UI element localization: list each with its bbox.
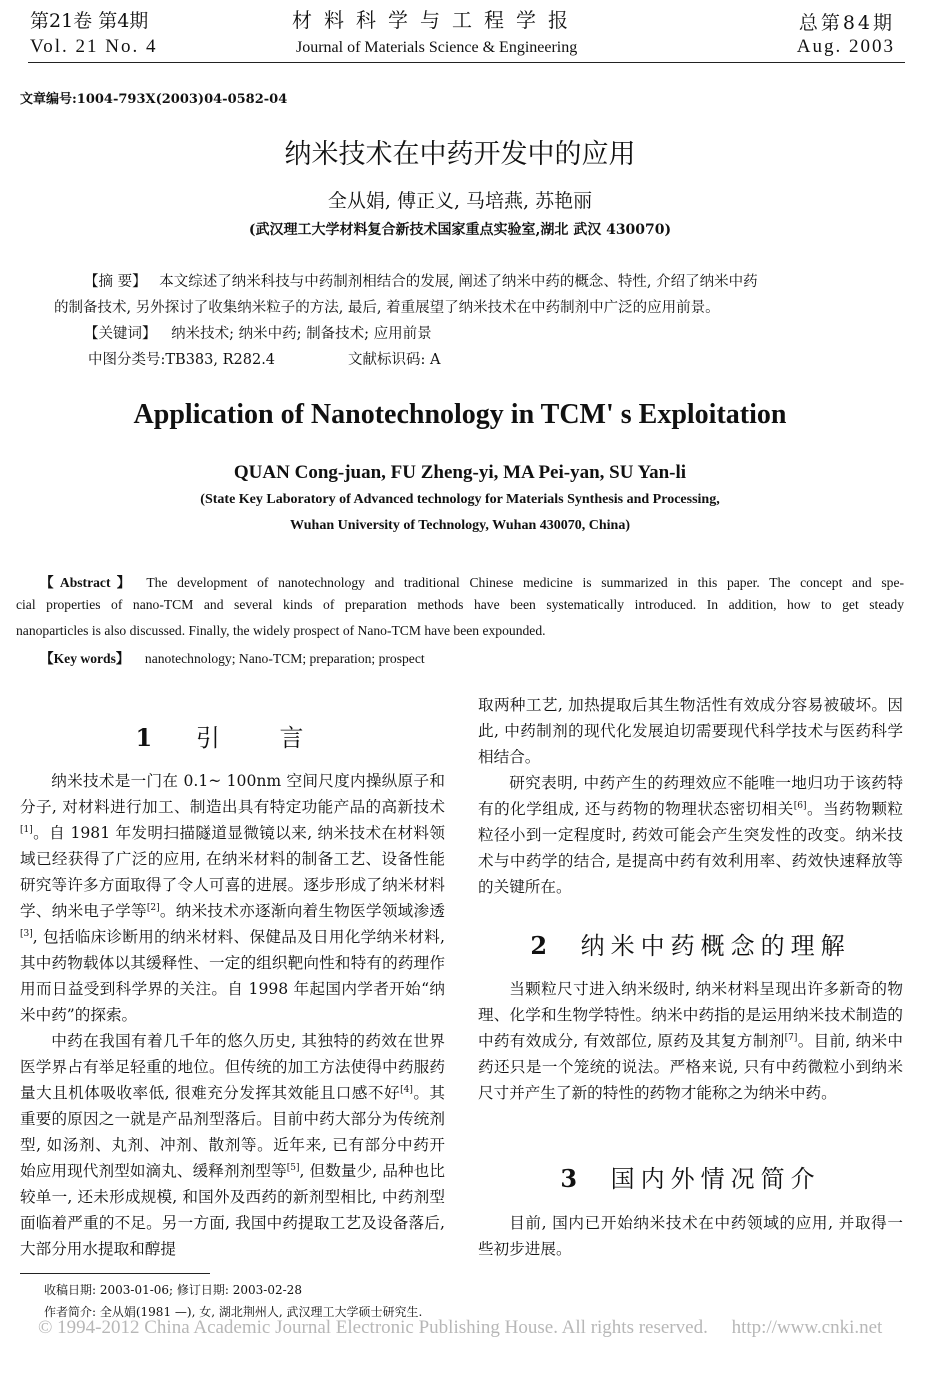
- keywords-en-label: 【Key words】: [40, 651, 130, 666]
- header-journal-en: Journal of Materials Science & Engineering: [296, 39, 578, 56]
- article-number: 文章编号:1004-793X(2003)04-0582-04: [20, 92, 288, 107]
- abstract-en-text2: cial properties of nano-TCM and several kinds of preparation methods have been systematically introduced. In addition, how to get steady: [16, 597, 904, 612]
- header-journal-cn: 材料科学与工程学报: [292, 8, 580, 32]
- section-1-number: 1: [135, 723, 159, 752]
- header-volume-en: Vol. 21 No. 4: [30, 36, 158, 57]
- right-column-mid: [478, 976, 903, 1106]
- paragraph-intro-1: 纳米技术是一门在 0.1~ 100nm 空间尺度内操纵原子和分子, 对材料进行加工、制造出具有特定功能产品的高新技术[1]。自 1981 年发明扫描隧道显微镜以来, 纳米技术在材料领域已经获得了广泛的应用, 在纳米材料的制备工艺、设备性能研究等许多方面取得了令人可喜的进展。逐步形成了纳米材料学、纳米电子学等[2]。纳米技术亦逐渐向着生物医学领域渗透[3], 包括临床诊断用的纳米材料、保健品及日用化学纳米材料, 其中药物载体以其缓释性、一定的组织靶向性和特有的药理作用而日益受到科学界的关注。自 1998 年起国内学者开始“纳米中药”的探索。: [20, 772, 445, 1024]
- abstract-cn-label: 【摘 要】: [84, 274, 147, 290]
- abstract-cn-line1: [84, 270, 758, 291]
- citation-5: [5]: [286, 1162, 300, 1173]
- page-title-en: Application of Nanotechnology in TCM' s Exploitation: [133, 399, 787, 430]
- keywords-en-line: [40, 647, 425, 667]
- keywords-cn-line: [84, 322, 432, 343]
- clc-number: 中图分类号:TB383, R282.4: [88, 352, 276, 368]
- citation-7: [7]: [784, 1032, 798, 1043]
- paragraph-concept: 当颗粒尺寸进入纳米级时, 纳米材料呈现出许多新奇的物理、化学和生物学特性。纳米中药指的是运用纳米技术制造的中药有效成分, 有效部位, 原药及其复方制剂[7]。目前, 纳米中药还只是一个笼统的说法。严格来说, 只有中药微粒小到纳米尺寸并产生了新的特性的药物才能称之为纳米中药。: [478, 980, 904, 1102]
- affiliation-en-2: Wuhan University of Technology, Wuhan 430070, China): [290, 518, 630, 533]
- paragraph-intro-2: 中药在我国有着几千年的悠久历史, 其独特的药效在世界医学界占有举足轻重的地位。但传统的加工方法使得中药服药量大且机体吸收率低, 很难充分发挥其效能且口感不好[4]。其重要的原因之一就是产品剂型落后。目前中药大部分为传统剂型, 如汤剂、丸剂、冲剂、散剂等。近年来, 已有部分中药开始应用现代剂型如滴丸、缓释剂剂型等[5], 但数量少, 品种也比较单一, 还未形成规模, 和国外及西药的新剂型相比, 中药剂型面临着严重的不足。另一方面, 我国中药提取工艺及设备落后, 大部分用水提取和醇提: [20, 1032, 445, 1258]
- header-issue-cn: 总第84期: [798, 12, 895, 34]
- abstract-en-text1: The development of nanotechnology and traditional Chinese medicine is summarized in this paper. The concept and spe-: [146, 575, 905, 590]
- footnote-rule: [20, 1273, 210, 1274]
- citation-6: [6]: [793, 800, 807, 811]
- section-3-title: 国内外情况简介: [610, 1165, 821, 1193]
- header-rule: [28, 62, 905, 63]
- paragraph-intro-4: 研究表明, 中药产生的药理效应不能唯一地归功于该药特有的化学组成, 还与药物的物理状态密切相关[6]。当药物颗粒粒径小到一定程度时, 药效可能会产生突发性的改变。纳米技术与中药学的结合, 是提高中药有效利用率、药效快速释放等的关键所在。: [478, 774, 903, 896]
- section-2-number: 2: [530, 931, 554, 960]
- paragraph-intro-3: 取两种工艺, 加热提取后其生物活性有效成分容易被破坏。因此, 中药制剂的现代化发展迫切需要现代科学技术与医药科学相结合。: [478, 696, 903, 766]
- header-volume-cn: 第21卷 第4期: [30, 10, 149, 32]
- section-2-title: 纳米中药概念的理解: [580, 932, 851, 960]
- affiliation-en-1: (State Key Laboratory of Advanced technology for Materials Synthesis and Processing,: [200, 492, 720, 507]
- citation-2: [2]: [146, 902, 160, 913]
- section-3-heading: [478, 1159, 903, 1194]
- header-date: Aug. 2003: [796, 36, 895, 57]
- abstract-cn-text2: 的制备技术, 另外探讨了收集纳米粒子的方法, 最后, 着重展望了纳米技术在中药制剂中广泛的应用前景。: [54, 300, 720, 316]
- section-1-heading: [20, 718, 445, 753]
- affiliation-cn: (武汉理工大学材料复合新技术国家重点实验室,湖北 武汉 430070): [248, 222, 672, 238]
- left-column: [20, 768, 445, 1262]
- abstract-en-line1: [40, 571, 904, 591]
- document-code: 文献标识码: A: [348, 352, 441, 368]
- copyright-line: © 1994-2012 China Academic Journal Electronic Publishing House. All rights reserved. http://www.cnki.net: [38, 1317, 883, 1338]
- abstract-cn-text1: 本文综述了纳米科技与中药制剂相结合的发展, 阐述了纳米中药的概念、特性, 介绍了纳米中药: [159, 274, 758, 290]
- authors-en: QUAN Cong-juan, FU Zheng-yi, MA Pei-yan, SU Yan-li: [233, 462, 687, 483]
- page-title-cn: 纳米技术在中药开发中的应用: [284, 139, 636, 170]
- footnote-author-bio: 作者简介: 全从娟(1981 —), 女, 湖北荆州人, 武汉理工大学硕士研究生.: [44, 1305, 423, 1319]
- keywords-cn: 纳米技术; 纳米中药; 制备技术; 应用前景: [171, 326, 432, 342]
- abstract-en-text3: nanoparticles is also discussed. Finally, the widely prospect of Nano-TCM have been expounded.: [16, 623, 546, 638]
- paragraph-status: 目前, 国内已开始纳米技术在中药领域的应用, 并取得一些初步进展。: [478, 1214, 903, 1258]
- citation-4: [4]: [400, 1084, 413, 1095]
- section-2-heading: [478, 926, 903, 961]
- footnote-received: 收稿日期: 2003-01-06; 修订日期: 2003-02-28: [44, 1283, 302, 1297]
- citation-3: [3]: [20, 928, 33, 939]
- keywords-cn-label: 【关键词】: [84, 326, 157, 342]
- abstract-en-label: 【Abstract】: [40, 575, 137, 590]
- citation-1: [1]: [20, 824, 33, 835]
- section-1-title: 引 言: [195, 724, 330, 752]
- right-column-bottom: [478, 1210, 903, 1262]
- authors-cn: 全从娟, 傅正义, 马培燕, 苏艳丽: [327, 190, 593, 212]
- keywords-en: nanotechnology; Nano-TCM; preparation; prospect: [144, 651, 425, 666]
- section-3-number: 3: [560, 1164, 584, 1193]
- right-column-top: [478, 692, 903, 900]
